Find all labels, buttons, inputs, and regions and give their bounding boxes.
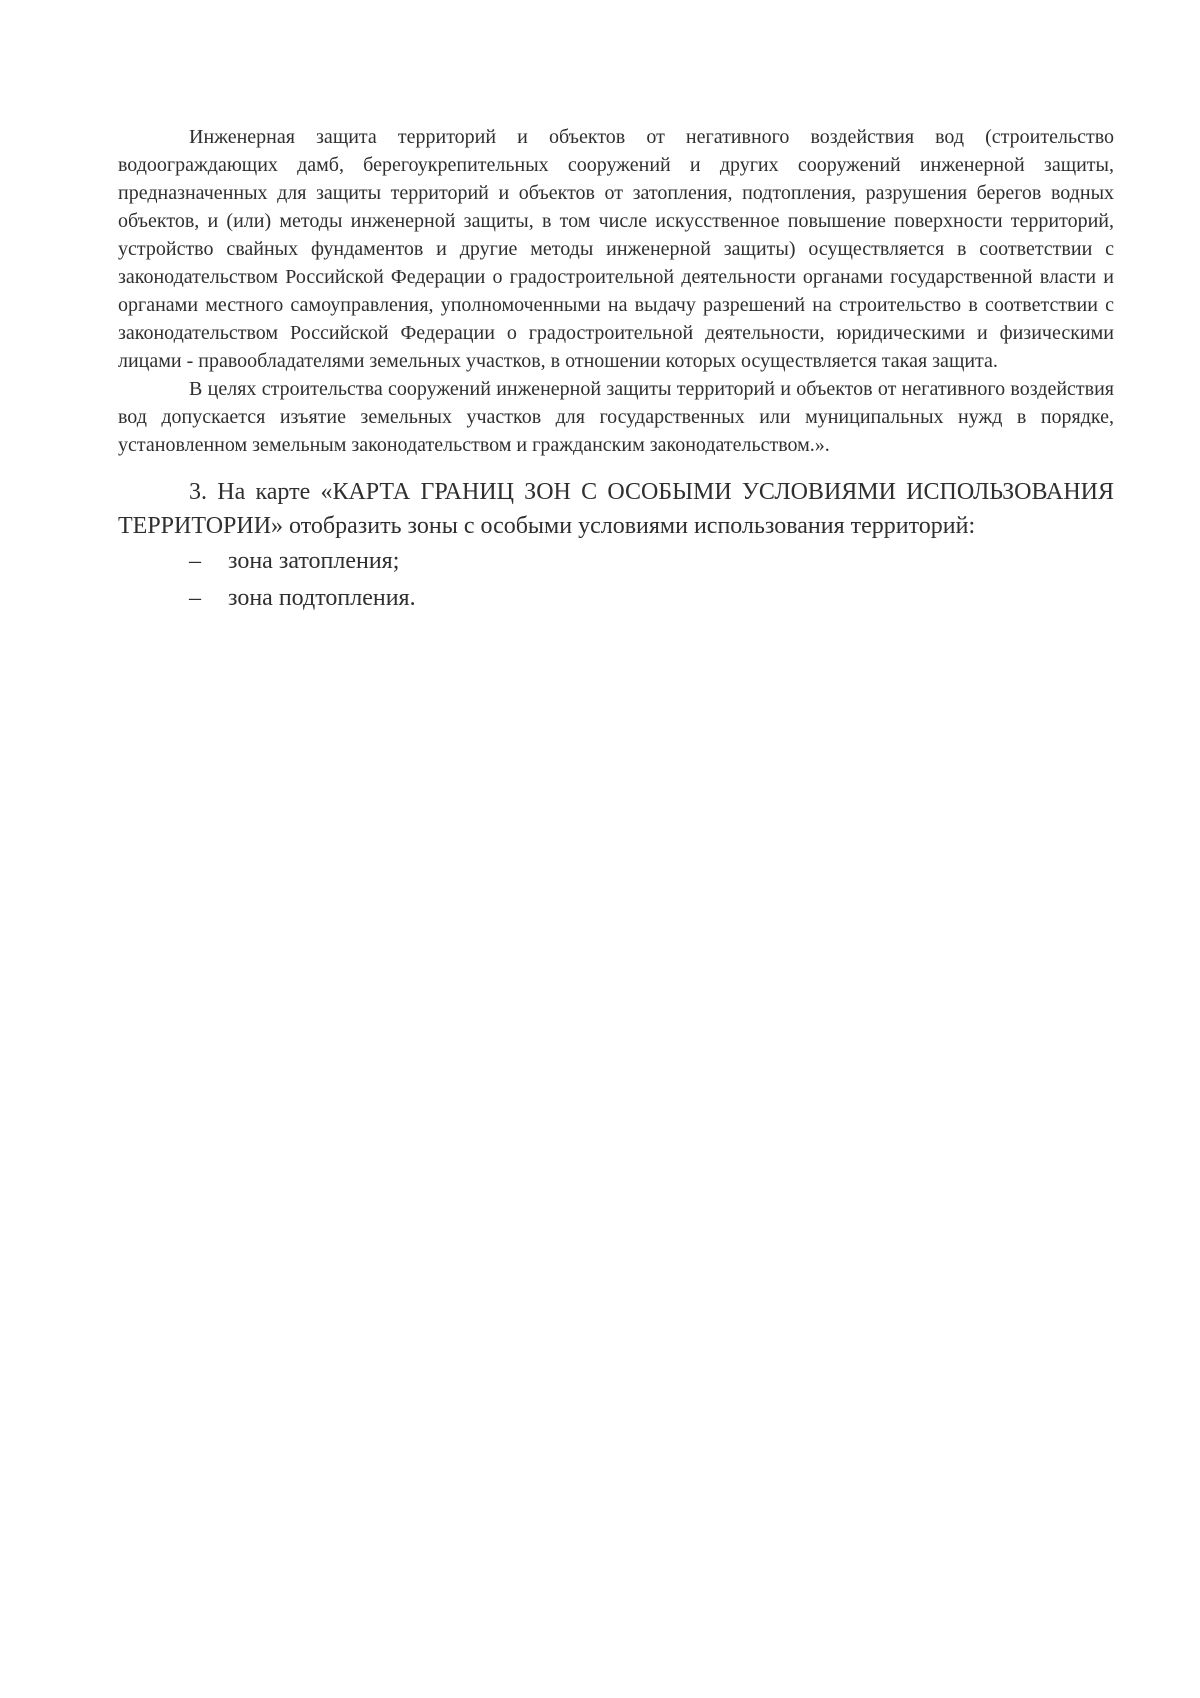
paragraph-engineering-protection: Инженерная защита территорий и объектов от негативного воздействия вод (строительство водоограждающих дамб, берегоукрепительных сооружений и других сооружений инженерной защиты, предназначенных для защиты территорий и объектов от затопления, подтопления, разрушения берегов водных объектов, и (или) методы инженерной защиты, в том числе искусственное повышение поверхности территорий, устройство свайных фундаментов и другие методы инженерной защиты) осуществляется в соответствии с законодательством Российской Федерации о градостроительной деятельности органами государственной власти и органами местного самоуправления, уполномоченными на выдачу разрешений на строительство в соответствии с законодательством Российской Федерации о градостроительной деятельности, юридическими и физическими лицами - правообладателями земельных участков, в отношении которых осуществляется такая защита. xyxy=(118,126,1114,372)
list-item xyxy=(118,580,1114,617)
zone-list xyxy=(118,543,1114,617)
list-dash: – xyxy=(189,585,201,611)
list-item-text: зона затопления; xyxy=(228,548,400,574)
paragraph-land-withdrawal: В целях строительства сооружений инженерной защиты территорий и объектов от негативного воздействия вод допускается изъятие земельных участков для государственных или муниципальных нужд в порядке, установленном земельным законодательством и гражданским законодательством.». xyxy=(118,378,1114,456)
list-item xyxy=(118,543,1114,580)
list-item-text: зона подтопления. xyxy=(228,585,416,611)
paragraph-item-3: 3. На карте «КАРТА ГРАНИЦ ЗОН С ОСОБЫМИ УСЛОВИЯМИ ИСПОЛЬЗОВАНИЯ ТЕРРИТОРИИ» отобразить зоны с особыми условиями использования территорий: xyxy=(118,479,1114,539)
list-dash: – xyxy=(189,548,201,574)
